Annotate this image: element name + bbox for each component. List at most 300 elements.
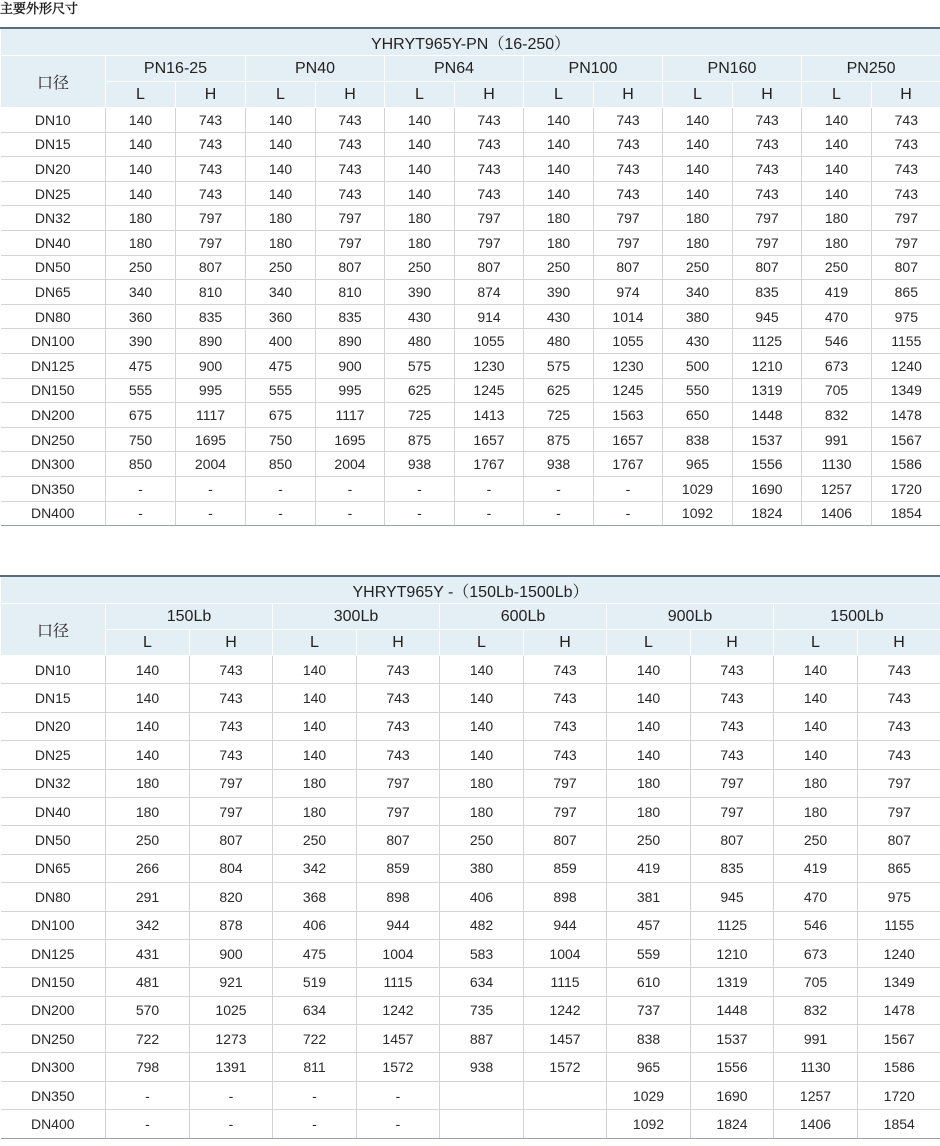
length-value: 140: [273, 684, 357, 712]
size-cell: DN350: [1, 1081, 106, 1109]
length-value: 180: [273, 797, 357, 825]
height-value: -: [190, 1081, 273, 1109]
height-value: 797: [594, 206, 663, 231]
height-value: 1125: [691, 911, 774, 939]
height-value: 1690: [691, 1081, 774, 1109]
length-value: -: [273, 1081, 357, 1109]
table-row: [1, 656, 940, 684]
size-cell: DN125: [1, 939, 106, 967]
height-value: 975: [858, 883, 940, 911]
table-row: [1, 132, 940, 157]
length-value: 480: [524, 329, 594, 354]
height-value: 859: [357, 854, 440, 882]
length-value: 250: [774, 826, 858, 854]
size-cell: DN80: [1, 304, 106, 329]
height-value: 1457: [524, 1025, 607, 1053]
height-value: 1657: [455, 427, 524, 452]
height-value: 743: [316, 157, 385, 182]
length-value: 340: [246, 280, 316, 305]
length-value: 140: [802, 132, 872, 157]
height-value: 797: [357, 797, 440, 825]
length-value: 140: [106, 656, 190, 684]
length-value: 965: [607, 1053, 691, 1081]
length-value: 180: [106, 769, 190, 797]
length-value: 475: [246, 353, 316, 378]
height-value: 797: [190, 797, 273, 825]
table-row: [1, 452, 940, 477]
height-value: 2004: [316, 452, 385, 477]
height-value: 1556: [733, 452, 802, 477]
table-row: [1, 427, 940, 452]
height-value: 743: [858, 656, 940, 684]
table-row: [1, 353, 940, 378]
lb-dimension-table: [0, 575, 940, 1139]
height-header: H: [872, 82, 940, 108]
height-value: 807: [190, 826, 273, 854]
height-value: 743: [594, 108, 663, 133]
table-title-row: [1, 28, 940, 56]
length-value: 1257: [774, 1081, 858, 1109]
length-value: 850: [246, 452, 316, 477]
length-value: 180: [607, 797, 691, 825]
height-value: 898: [357, 883, 440, 911]
length-value: 457: [607, 911, 691, 939]
pressure-class-header: 300Lb: [273, 604, 440, 630]
page-title: 主要外形尺寸: [0, 1, 79, 16]
height-value: 900: [176, 353, 246, 378]
height-value: 835: [316, 304, 385, 329]
length-value: 798: [106, 1053, 190, 1081]
length-value: 140: [663, 132, 733, 157]
height-value: 807: [455, 255, 524, 280]
size-cell: DN200: [1, 403, 106, 428]
height-value: 743: [357, 684, 440, 712]
length-value: 480: [385, 329, 455, 354]
length-value: 140: [440, 656, 524, 684]
length-value: 475: [273, 939, 357, 967]
height-value: 743: [733, 181, 802, 206]
length-value: 140: [106, 181, 176, 206]
height-value: 743: [176, 132, 246, 157]
dimension-header-row: [1, 630, 940, 656]
table-row: [1, 939, 940, 967]
height-value: 743: [858, 684, 940, 712]
table-row: [1, 797, 940, 825]
length-value: 140: [246, 181, 316, 206]
table-row: [1, 501, 940, 526]
height-value: 1854: [872, 501, 940, 526]
length-value: 838: [607, 1025, 691, 1053]
length-value: -: [106, 501, 176, 526]
length-value: 140: [774, 684, 858, 712]
length-value: 291: [106, 883, 190, 911]
length-value: 555: [106, 378, 176, 403]
length-value: 381: [607, 883, 691, 911]
height-value: 1242: [357, 996, 440, 1024]
height-value: 835: [691, 854, 774, 882]
height-value: 807: [872, 255, 940, 280]
table-title: YHRYT965Y-PN（16-250）: [1, 28, 940, 56]
height-value: 743: [524, 656, 607, 684]
height-value: 743: [357, 656, 440, 684]
length-value: 250: [106, 255, 176, 280]
height-value: 743: [858, 712, 940, 740]
length-value: 250: [106, 826, 190, 854]
size-cell: DN50: [1, 826, 106, 854]
height-value: 807: [176, 255, 246, 280]
table-row: [1, 1081, 940, 1109]
length-value: 380: [663, 304, 733, 329]
length-value: 180: [440, 769, 524, 797]
height-value: 1720: [872, 476, 940, 501]
table-row: [1, 157, 940, 182]
length-header: L: [106, 630, 190, 656]
height-value: 1230: [455, 353, 524, 378]
length-value: 140: [106, 741, 190, 769]
height-value: 797: [691, 769, 774, 797]
length-value: 1092: [663, 501, 733, 526]
length-value: 140: [106, 108, 176, 133]
size-cell: DN15: [1, 132, 106, 157]
table-row: [1, 230, 940, 255]
length-value: 140: [385, 132, 455, 157]
height-value: 1767: [594, 452, 663, 477]
height-value: 743: [524, 712, 607, 740]
height-value: 1349: [858, 968, 940, 996]
length-value: 1257: [802, 476, 872, 501]
length-value: 250: [802, 255, 872, 280]
table-row: [1, 206, 940, 231]
table-row: [1, 1025, 940, 1053]
length-value: -: [524, 501, 594, 526]
length-value: 340: [106, 280, 176, 305]
length-value: 419: [802, 280, 872, 305]
length-value: 675: [106, 403, 176, 428]
pn-dimension-table: [0, 27, 940, 526]
length-header: L: [246, 82, 316, 108]
length-value: 430: [524, 304, 594, 329]
height-value: 1245: [455, 378, 524, 403]
height-value: 807: [594, 255, 663, 280]
size-cell: DN250: [1, 427, 106, 452]
table-row: [1, 1053, 940, 1081]
table-row: [1, 684, 940, 712]
length-value: 368: [273, 883, 357, 911]
length-value: 559: [607, 939, 691, 967]
length-value: 140: [273, 712, 357, 740]
length-value: 406: [273, 911, 357, 939]
length-value: 250: [385, 255, 455, 280]
length-value: 725: [385, 403, 455, 428]
height-value: 743: [176, 108, 246, 133]
height-value: 900: [316, 353, 385, 378]
height-value: 995: [316, 378, 385, 403]
height-value: 820: [190, 883, 273, 911]
length-value: 634: [273, 996, 357, 1024]
height-value: 900: [190, 939, 273, 967]
length-header: L: [385, 82, 455, 108]
size-cell: DN20: [1, 712, 106, 740]
size-column-header: 口径: [1, 56, 106, 108]
height-value: 743: [176, 157, 246, 182]
height-value: 1572: [524, 1053, 607, 1081]
height-value: 1854: [858, 1110, 940, 1138]
size-cell: DN350: [1, 476, 106, 501]
height-value: 810: [316, 280, 385, 305]
size-cell: DN25: [1, 741, 106, 769]
length-header: L: [802, 82, 872, 108]
length-value: 140: [385, 157, 455, 182]
height-header: H: [176, 82, 246, 108]
pressure-class-row: [1, 604, 940, 630]
height-value: 974: [594, 280, 663, 305]
length-value: 1130: [802, 452, 872, 477]
length-value: 180: [246, 230, 316, 255]
length-value: 140: [246, 108, 316, 133]
height-value: 1240: [872, 353, 940, 378]
length-value: 400: [246, 329, 316, 354]
length-value: 875: [524, 427, 594, 452]
length-value: 266: [106, 854, 190, 882]
table-row: [1, 826, 940, 854]
height-value: 797: [691, 797, 774, 825]
length-value: 722: [106, 1025, 190, 1053]
height-value: 797: [858, 797, 940, 825]
height-header: H: [357, 630, 440, 656]
table-row: [1, 854, 940, 882]
height-value: 1567: [872, 427, 940, 452]
length-value: 140: [663, 181, 733, 206]
height-value: 743: [316, 108, 385, 133]
table-row: [1, 255, 940, 280]
size-cell: DN65: [1, 854, 106, 882]
height-value: 743: [858, 741, 940, 769]
length-value: 140: [524, 108, 594, 133]
length-value: 675: [246, 403, 316, 428]
size-cell: DN65: [1, 280, 106, 305]
length-value: 140: [607, 712, 691, 740]
height-header: H: [858, 630, 940, 656]
length-value: 546: [802, 329, 872, 354]
length-value: 406: [440, 883, 524, 911]
length-value: 1029: [663, 476, 733, 501]
length-value: 180: [663, 206, 733, 231]
height-header: H: [691, 630, 774, 656]
length-value: 750: [246, 427, 316, 452]
table-row: [1, 996, 940, 1024]
length-value: 470: [774, 883, 858, 911]
length-value: 140: [663, 157, 733, 182]
length-value: 140: [524, 181, 594, 206]
size-cell: DN20: [1, 157, 106, 182]
height-value: -: [176, 501, 246, 526]
height-value: [524, 1110, 607, 1138]
height-value: 797: [872, 206, 940, 231]
height-value: 859: [524, 854, 607, 882]
length-value: 1029: [607, 1081, 691, 1109]
height-header: H: [190, 630, 273, 656]
height-value: 743: [190, 656, 273, 684]
length-value: 811: [273, 1053, 357, 1081]
height-value: 797: [316, 230, 385, 255]
pressure-class-header: PN250: [802, 56, 940, 82]
size-cell: DN50: [1, 255, 106, 280]
height-value: 1117: [316, 403, 385, 428]
height-value: 743: [455, 181, 524, 206]
length-value: 575: [385, 353, 455, 378]
length-value: 991: [774, 1025, 858, 1053]
table-row: [1, 741, 940, 769]
height-value: 945: [691, 883, 774, 911]
size-cell: DN250: [1, 1025, 106, 1053]
height-value: 1448: [733, 403, 802, 428]
size-cell: DN32: [1, 206, 106, 231]
length-value: 705: [802, 378, 872, 403]
length-value: 180: [385, 206, 455, 231]
height-value: 1586: [858, 1053, 940, 1081]
height-value: 797: [357, 769, 440, 797]
length-value: 140: [663, 108, 733, 133]
length-value: 875: [385, 427, 455, 452]
length-value: 140: [273, 656, 357, 684]
height-value: 1695: [176, 427, 246, 452]
length-value: 575: [524, 353, 594, 378]
height-value: 1478: [872, 403, 940, 428]
size-cell: DN150: [1, 378, 106, 403]
length-value: 342: [106, 911, 190, 939]
pressure-class-header: PN16-25: [106, 56, 246, 82]
height-value: 1240: [858, 939, 940, 967]
height-value: 797: [872, 230, 940, 255]
height-value: 2004: [176, 452, 246, 477]
height-value: 1391: [190, 1053, 273, 1081]
height-value: 743: [524, 741, 607, 769]
pressure-class-row: [1, 56, 940, 82]
height-value: 1117: [176, 403, 246, 428]
length-value: 735: [440, 996, 524, 1024]
table-row: [1, 329, 940, 354]
height-value: 865: [858, 854, 940, 882]
height-value: 797: [594, 230, 663, 255]
height-value: 743: [176, 181, 246, 206]
length-value: -: [106, 476, 176, 501]
length-value: 180: [802, 206, 872, 231]
height-value: 1155: [872, 329, 940, 354]
height-value: 797: [524, 797, 607, 825]
length-value: -: [385, 501, 455, 526]
length-value: 625: [524, 378, 594, 403]
length-value: 390: [524, 280, 594, 305]
height-value: 743: [455, 157, 524, 182]
height-value: 1125: [733, 329, 802, 354]
length-value: 938: [385, 452, 455, 477]
length-value: 342: [273, 854, 357, 882]
length-value: 725: [524, 403, 594, 428]
length-value: 832: [774, 996, 858, 1024]
pressure-class-header: 1500Lb: [774, 604, 940, 630]
height-value: -: [190, 1110, 273, 1138]
height-value: 743: [872, 108, 940, 133]
height-value: 807: [524, 826, 607, 854]
height-value: 743: [733, 132, 802, 157]
size-cell: DN100: [1, 911, 106, 939]
length-value: 340: [663, 280, 733, 305]
height-value: 807: [733, 255, 802, 280]
height-value: 743: [733, 157, 802, 182]
length-value: 180: [802, 230, 872, 255]
length-value: 737: [607, 996, 691, 1024]
height-value: 1319: [733, 378, 802, 403]
length-value: 250: [440, 826, 524, 854]
dimension-header-row: [1, 82, 940, 108]
pressure-class-header: PN64: [385, 56, 524, 82]
length-value: 140: [802, 181, 872, 206]
height-value: 804: [190, 854, 273, 882]
length-header: L: [663, 82, 733, 108]
height-value: 921: [190, 968, 273, 996]
length-value: 140: [607, 684, 691, 712]
height-value: 1210: [733, 353, 802, 378]
height-value: 1155: [858, 911, 940, 939]
length-value: 1406: [774, 1110, 858, 1138]
height-value: 1572: [357, 1053, 440, 1081]
length-value: 360: [246, 304, 316, 329]
length-value: 140: [106, 712, 190, 740]
length-value: 1130: [774, 1053, 858, 1081]
height-value: 743: [691, 741, 774, 769]
pressure-class-header: PN40: [246, 56, 385, 82]
height-value: 1014: [594, 304, 663, 329]
height-value: 797: [455, 230, 524, 255]
height-value: 743: [190, 684, 273, 712]
table-row: [1, 108, 940, 133]
length-value: -: [385, 476, 455, 501]
height-value: 1319: [691, 968, 774, 996]
length-value: [440, 1110, 524, 1138]
length-value: 140: [524, 132, 594, 157]
length-value: 250: [663, 255, 733, 280]
length-value: 650: [663, 403, 733, 428]
height-value: 743: [357, 712, 440, 740]
pressure-class-header: PN100: [524, 56, 663, 82]
length-header: L: [440, 630, 524, 656]
height-value: 995: [176, 378, 246, 403]
length-value: 625: [385, 378, 455, 403]
height-value: 797: [858, 769, 940, 797]
length-value: 140: [774, 656, 858, 684]
height-value: 1537: [733, 427, 802, 452]
height-value: 835: [733, 280, 802, 305]
table-row: [1, 403, 940, 428]
height-value: 1349: [872, 378, 940, 403]
height-value: 835: [176, 304, 246, 329]
height-value: 1004: [524, 939, 607, 967]
length-value: 519: [273, 968, 357, 996]
height-value: 743: [872, 157, 940, 182]
height-value: 807: [691, 826, 774, 854]
height-value: 743: [524, 684, 607, 712]
height-value: 743: [691, 712, 774, 740]
height-header: H: [316, 82, 385, 108]
table-row: [1, 304, 940, 329]
length-value: 481: [106, 968, 190, 996]
height-value: 1824: [691, 1110, 774, 1138]
length-value: 838: [663, 427, 733, 452]
height-value: 1115: [524, 968, 607, 996]
length-header: L: [774, 630, 858, 656]
height-value: -: [357, 1110, 440, 1138]
length-header: L: [273, 630, 357, 656]
